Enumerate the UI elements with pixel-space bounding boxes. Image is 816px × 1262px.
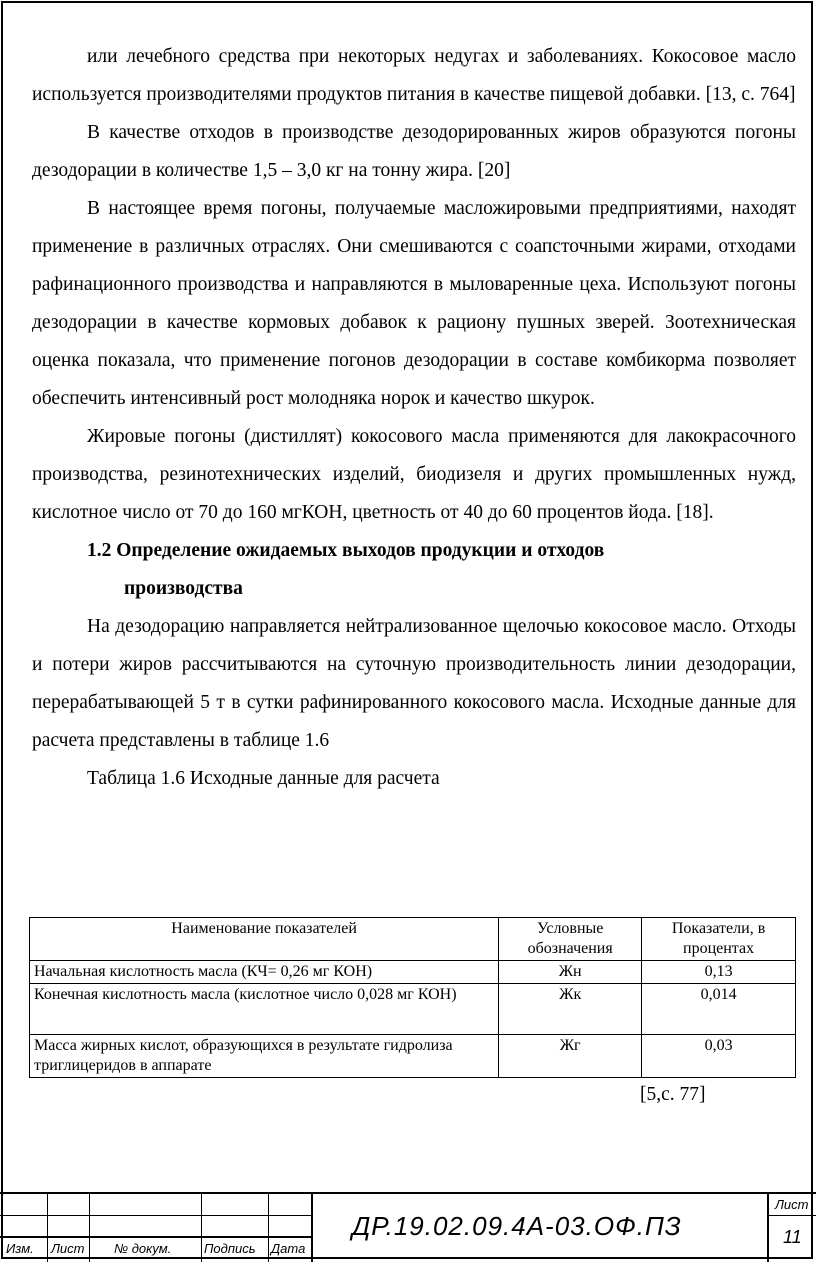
document-code: ДР.19.02.09.4А-03.ОФ.ПЗ	[352, 1211, 682, 1241]
paragraph-2: В качестве отходов в производстве дезодорированных жиров образуются погоны дезодорации в количестве 1,5 – 3,0 кг на тонну жира. [20]	[32, 122, 796, 181]
paragraph-4: Жировые погоны (дистиллят) кокосового масла применяются для лакокрасочного производства, резинотехнических изделий, биодизеля и других промышленных нужд, кислотное число от 70 до 160 мгКОН, цветность от 40 до 60 процентов йода. [18].	[32, 426, 796, 523]
table-cell: Жн	[499, 961, 642, 984]
table-row	[30, 984, 796, 1035]
table-header-cell: Показатели, в процентах	[642, 918, 796, 961]
document-body	[32, 38, 796, 798]
table-cell: Жк	[499, 984, 642, 1035]
table-cell: Жг	[499, 1035, 642, 1078]
table-reference: [5,с. 77]	[640, 1084, 706, 1105]
section-heading	[32, 532, 796, 608]
paragraph-1: или лечебного средства при некоторых недугах и заболеваниях. Кокосовое масло используется производителями продуктов питания в качестве пищевой добавки. [13, с. 764]	[32, 46, 796, 105]
stamp-label-signature: Подпись	[204, 1241, 256, 1256]
stamp-label-change: Изм.	[6, 1241, 34, 1256]
table-cell: Конечная кислотность масла (кислотное число 0,028 мг КОН)	[30, 984, 499, 1035]
table-cell: 0,13	[642, 961, 796, 984]
data-table	[29, 917, 796, 1078]
table-header-row	[30, 918, 796, 961]
table-row	[30, 1035, 796, 1078]
paragraph-3: В настоящее время погоны, получаемые масложировыми предприятиями, находят применение в различных отраслях. Они смешиваются с соапсточными жирами, отходами рафинационного производства и направляются в мыловаренные цеха. Используют погоны дезодорации в качестве кормовых добавок к рациону пушных зверей. Зоотехническая оценка показала, что применение погонов дезодорации в составе комбикорма позволяет обеспечить интенсивный рост молодняка норок и качество шкурок.	[32, 198, 796, 409]
table-header-cell: Наименование показателей	[30, 918, 499, 961]
stamp-label-sheet: Лист	[51, 1241, 85, 1256]
section-heading-line1: 1.2 Определение ожидаемых выходов продукции и отходов	[87, 540, 605, 561]
section-heading-line2: производства	[124, 578, 243, 599]
table-row	[30, 961, 796, 984]
paragraph-5: На дезодорацию направляется нейтрализованное щелочью кокосовое масло. Отходы и потери жиров рассчитываются на суточную производительность линии дезодорации, перерабатывающей 5 т в сутки рафинированного кокосового масла. Исходные данные для расчета представлены в таблице 1.6	[32, 616, 796, 751]
table-cell: Начальная кислотность масла (КЧ= 0,26 мг КОН)	[30, 961, 499, 984]
sheet-label: Лист	[775, 1197, 809, 1212]
table-cell: 0,03	[642, 1035, 796, 1078]
stamp-label-date: Дата	[271, 1241, 306, 1256]
table-header-cell: Условные обозначения	[499, 918, 642, 961]
table-cell: 0,014	[642, 984, 796, 1035]
table-cell: Масса жирных кислот, образующихся в результате гидролиза триглицеридов в аппарате	[30, 1035, 499, 1078]
table-caption: Таблица 1.6 Исходные данные для расчета	[87, 768, 440, 789]
stamp-label-doc: № докум.	[114, 1241, 172, 1256]
sheet-number: 11	[783, 1227, 802, 1247]
